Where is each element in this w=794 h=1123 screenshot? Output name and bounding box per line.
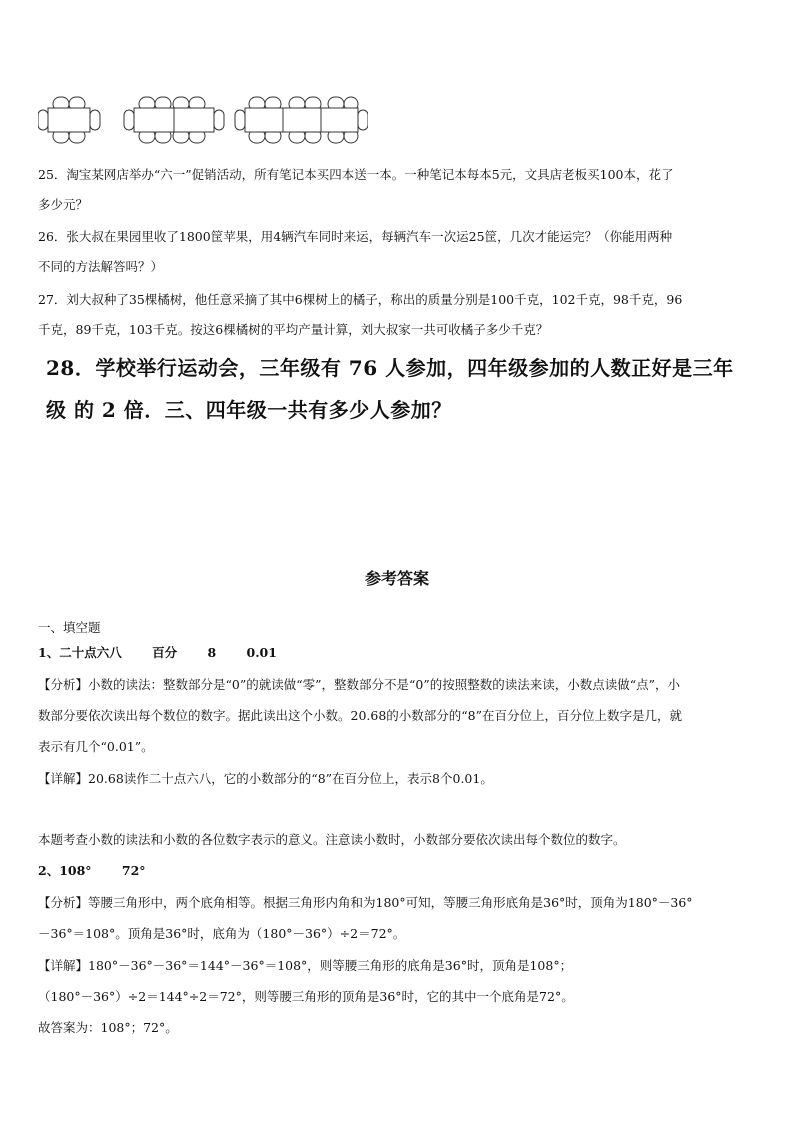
answer-1-detail <box>38 770 493 788</box>
answer-2-value-2: 72° <box>121 863 146 878</box>
analysis-label: 【分析】 <box>38 895 89 910</box>
question-28-line-1: 28．学校举行运动会，三年级有 76 人参加，四年级参加的人数正好是三年 <box>46 356 734 380</box>
answer-2-detail-line-2: （180°－36°）÷2＝144°÷2＝72°，则等腰三角形的顶角是36°时，它的其中一个底角是72°。 <box>38 989 574 1004</box>
answer-2-values <box>38 862 146 880</box>
answer-2-num: 2、108° <box>38 863 92 878</box>
detail-text: 180°－36°－36°＝144°－36°＝108°，则等腰三角形的底角是36°时，顶角是108°； <box>88 958 573 973</box>
question-26-line-2: 不同的方法解答吗？） <box>38 259 164 274</box>
answer-2-detail-line-1 <box>38 957 572 975</box>
answers-title: 参考答案 <box>364 569 429 588</box>
question-27-line-1: 27．刘大叔种了35棵橘树，他任意采摘了其中6棵树上的橘子，称出的质量分别是100千克，102千克，98千克，96 <box>38 292 683 307</box>
answer-2-analysis-line-1 <box>38 894 693 912</box>
question-27-line-2: 千克，89千克，103千克。按这6棵橘树的平均产量计算，刘大叔家一共可收橘子多少千克？ <box>38 322 549 337</box>
answer-1-value-2: 百分 <box>152 645 178 660</box>
answer-1-value-3: 8 <box>207 645 217 660</box>
analysis-text: 小数的读法：整数部分是“0”的就读做“零”，整数部分不是“0”的按照整数的读法来读，小数点读做“点”，小 <box>88 677 681 692</box>
question-28-line-2: 级 的 2 倍．三、四年级一共有多少人参加？ <box>46 398 452 422</box>
answer-1-analysis-line-1 <box>38 676 680 694</box>
question-25-line-2: 多少元？ <box>38 197 89 212</box>
question-26-line-1: 26．张大叔在果园里收了1800筐苹果，用4辆汽车同时来运，每辆汽车一次运25筐，几次才能运完？（你能用两种 <box>38 229 673 244</box>
detail-text: 20.68读作二十点六八，它的小数部分的“8”在百分位上，表示8个0.01。 <box>88 771 493 786</box>
answer-1-value-4: 0.01 <box>246 645 277 660</box>
answer-2-final: 故答案为：108°；72°。 <box>38 1020 178 1035</box>
section-1-heading: 一、填空题 <box>38 620 101 635</box>
answer-1-num: 1、二十点六八 <box>38 645 122 660</box>
table-group-2 <box>124 97 224 143</box>
answer-1-analysis-line-3: 表示有几个“0.01”。 <box>38 739 154 754</box>
analysis-label: 【分析】 <box>38 677 89 692</box>
analysis-text: 等腰三角形中，两个底角相等。根据三角形内角和为180°可知，等腰三角形底角是36°时，顶角为180°－36° <box>88 895 693 910</box>
answer-2-analysis-line-2: －36°＝108°。顶角是36°时，底角为（180°－36°）÷2＝72°。 <box>38 926 406 941</box>
answer-1-values <box>38 644 277 662</box>
question-25-line-1: 25．淘宝某网店举办“六一”促销活动，所有笔记本买四本送一本。一种笔记本每本5元，文具店老板买100本，花了 <box>38 167 674 182</box>
answer-1-analysis-line-2: 数部分要依次读出每个数位的数字。据此读出这个小数。20.68的小数部分的“8”在百分位上，百分位上数字是几，就 <box>38 708 683 723</box>
detail-label: 【详解】 <box>38 771 89 786</box>
answer-1-summary: 本题考查小数的读法和小数的各位数字表示的意义。注意读小数时，小数部分要依次读出每个数位的数字。 <box>38 832 626 847</box>
tables-and-chairs-figure <box>38 96 368 144</box>
table-group-1 <box>38 97 100 143</box>
detail-label: 【详解】 <box>38 958 89 973</box>
table-group-3 <box>235 97 368 143</box>
